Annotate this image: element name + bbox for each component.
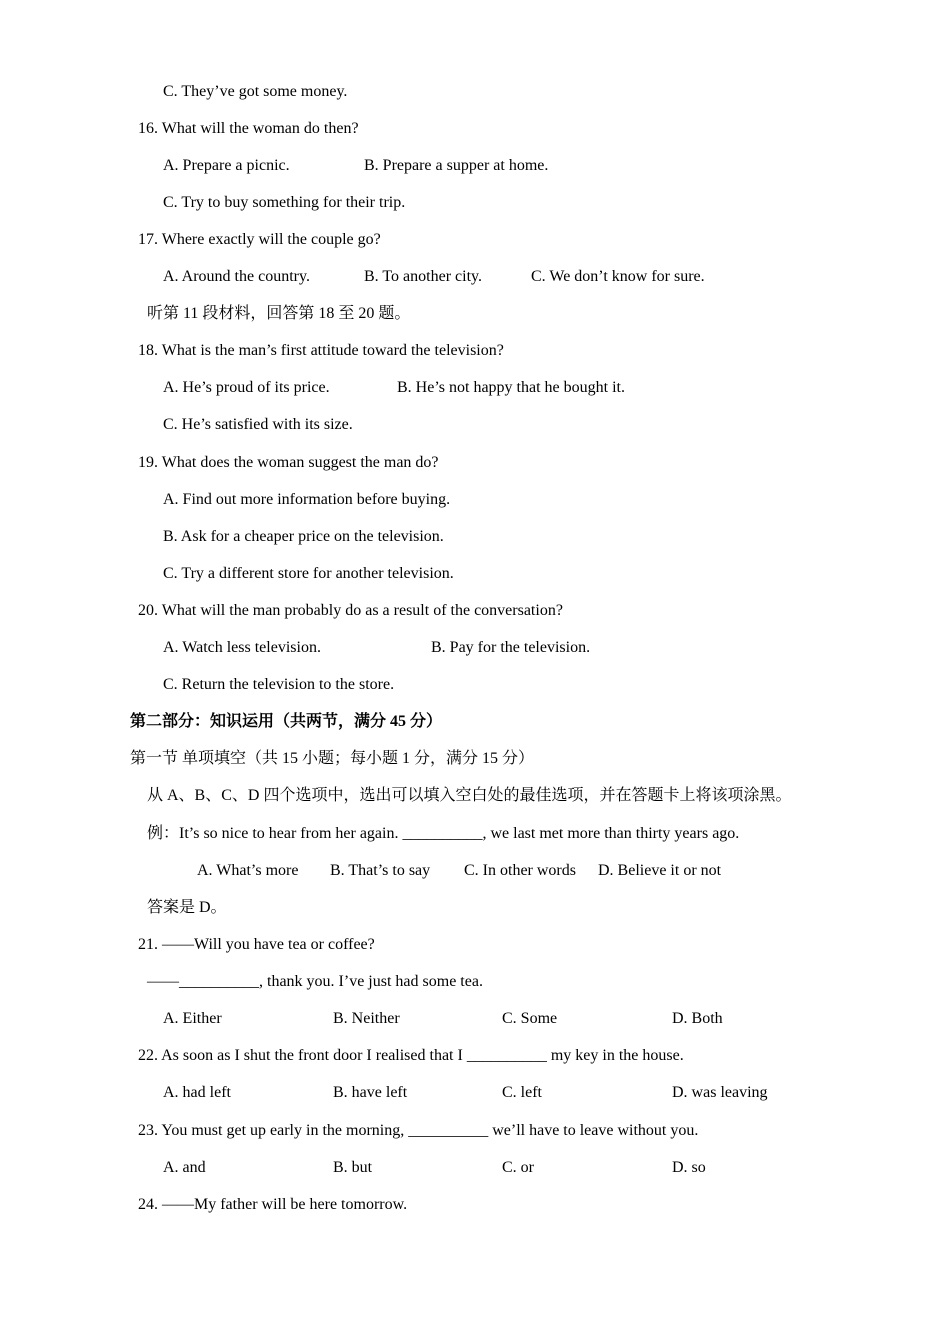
q18-option-a: A. He’s proud of its price. xyxy=(163,379,330,396)
q16-option-c: C. Try to buy something for their trip. xyxy=(163,194,406,211)
q17-option-a: A. Around the country. xyxy=(163,268,310,285)
q23-option-a: A. and xyxy=(163,1159,206,1176)
q22-option-b: B. have left xyxy=(333,1084,408,1101)
q20-option-a: A. Watch less television. xyxy=(163,639,321,656)
section-1-instruction: 从 A、B、C、D 四个选项中，选出可以填入空白处的最佳选项，并在答题卡上将该项涂黑。 xyxy=(147,787,792,804)
q22-option-a: A. had left xyxy=(163,1084,231,1101)
q20-option-c: C. Return the television to the store. xyxy=(163,676,395,693)
q21-option-d: D. Both xyxy=(672,1010,723,1027)
q23-option-d: D. so xyxy=(672,1159,706,1176)
q19-stem: 19. What does the woman suggest the man do? xyxy=(138,454,439,471)
q20-stem: 20. What will the man probably do as a result of the conversation? xyxy=(138,602,563,619)
q19-option-b: B. Ask for a cheaper price on the television. xyxy=(163,528,444,545)
q23-stem: 23. You must get up early in the morning, __________ we’ll have to leave without you. xyxy=(138,1122,699,1139)
q15-option-c: C. They’ve got some money. xyxy=(163,83,348,100)
q16-option-b: B. Prepare a supper at home. xyxy=(364,157,549,174)
section-1-heading: 第一节 单项填空（共 15 小题；每小题 1 分，满分 15 分） xyxy=(130,750,535,767)
q21-option-a: A. Either xyxy=(163,1010,222,1027)
q18-option-b: B. He’s not happy that he bought it. xyxy=(397,379,625,396)
q21-stem: 21. ——Will you have tea or coffee? xyxy=(138,936,375,953)
q23-option-b: B. but xyxy=(333,1159,373,1176)
example-option-d: D. Believe it or not xyxy=(598,862,722,879)
part-2-title: 第二部分：知识运用（共两节，满分 45 分） xyxy=(130,713,443,730)
q22-option-d: D. was leaving xyxy=(672,1084,768,1101)
q19-option-c: C. Try a different store for another television. xyxy=(163,565,454,582)
q16-stem: 16. What will the woman do then? xyxy=(138,120,359,137)
q21-option-b: B. Neither xyxy=(333,1010,400,1027)
q18-option-c: C. He’s satisfied with its size. xyxy=(163,416,353,433)
q20-option-b: B. Pay for the television. xyxy=(431,639,591,656)
example-option-c: C. In other words xyxy=(464,862,576,879)
q21-option-c: C. Some xyxy=(502,1010,558,1027)
q17-option-c: C. We don’t know for sure. xyxy=(531,268,705,285)
example-stem: 例：It’s so nice to hear from her again. __________, we last met more than thirty years ago. xyxy=(147,825,740,842)
section-11-instruction: 听第 11 段材料，回答第 18 至 20 题。 xyxy=(147,305,411,322)
q19-option-a: A. Find out more information before buying. xyxy=(163,491,451,508)
q18-stem: 18. What is the man’s first attitude toward the television? xyxy=(138,342,504,359)
q24-stem: 24. ——My father will be here tomorrow. xyxy=(138,1196,408,1213)
q17-stem: 17. Where exactly will the couple go? xyxy=(138,231,381,248)
example-answer: 答案是 D。 xyxy=(147,899,227,916)
q23-option-c: C. or xyxy=(502,1159,534,1176)
example-option-b: B. That’s to say xyxy=(330,862,431,879)
q21-reply: ——__________, thank you. I’ve just had some tea. xyxy=(147,973,483,990)
example-option-a: A. What’s more xyxy=(197,862,299,879)
q16-option-a: A. Prepare a picnic. xyxy=(163,157,290,174)
q17-option-b: B. To another city. xyxy=(364,268,482,285)
q22-stem: 22. As soon as I shut the front door I realised that I __________ my key in the house. xyxy=(138,1047,684,1064)
q22-option-c: C. left xyxy=(502,1084,542,1101)
